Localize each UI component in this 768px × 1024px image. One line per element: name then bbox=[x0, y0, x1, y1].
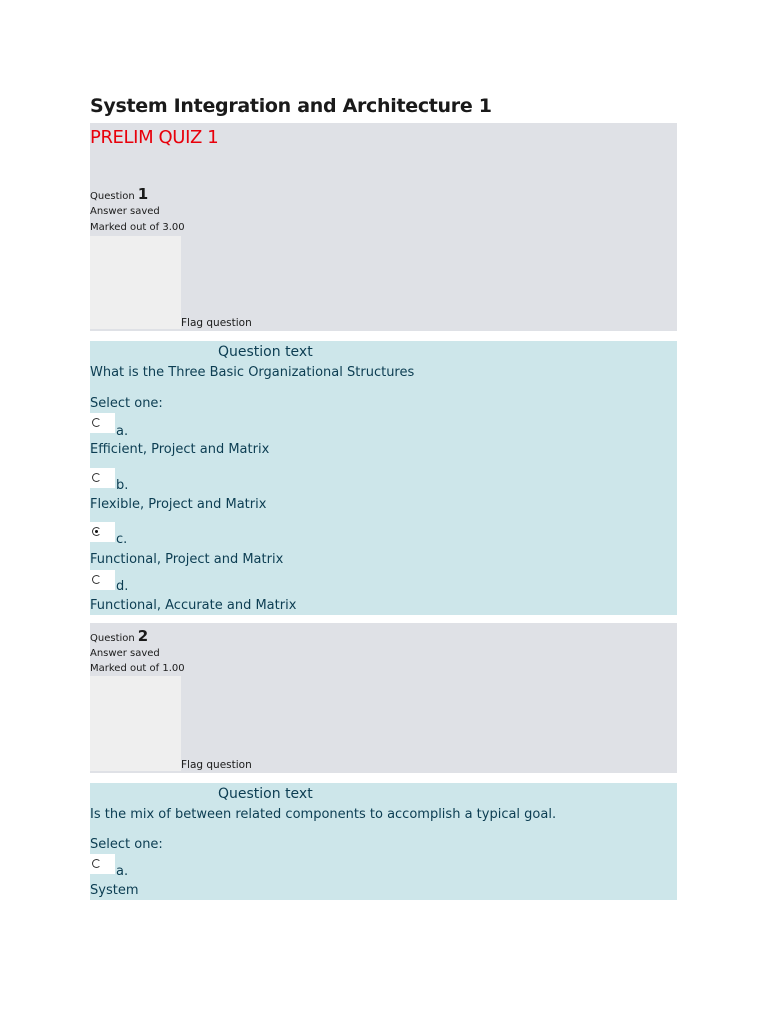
question-2-info bbox=[90, 623, 677, 773]
option-text[interactable]: Efficient, Project and Matrix bbox=[90, 442, 270, 457]
question-label: Question bbox=[90, 633, 135, 644]
question-text-header: Question text bbox=[218, 344, 313, 360]
question-number-value: 1 bbox=[137, 185, 149, 203]
question-number bbox=[90, 627, 148, 645]
option-letter: a. bbox=[116, 864, 129, 879]
question-number-value: 2 bbox=[137, 627, 149, 645]
question-marks: Marked out of 3.00 bbox=[90, 222, 185, 233]
question-status: Answer saved bbox=[90, 206, 160, 217]
option-text[interactable]: System bbox=[90, 883, 139, 898]
option-letter: a. bbox=[116, 424, 129, 439]
option-text[interactable]: Flexible, Project and Matrix bbox=[90, 497, 267, 512]
option-letter: b. bbox=[116, 478, 129, 493]
flag-question-label[interactable]: Flag question bbox=[181, 759, 252, 771]
page-title: System Integration and Architecture 1 bbox=[90, 95, 492, 117]
question-1-content bbox=[90, 341, 677, 615]
option-letter: c. bbox=[116, 532, 128, 547]
question-text: Is the mix of between related components to accomplish a typical goal. bbox=[90, 807, 557, 822]
question-text-header: Question text bbox=[218, 786, 313, 802]
radio-option-a[interactable] bbox=[92, 859, 101, 868]
select-one-label: Select one: bbox=[90, 837, 163, 852]
question-text: What is the Three Basic Organizational Structures bbox=[90, 365, 415, 380]
radio-option-d[interactable] bbox=[92, 575, 101, 584]
flag-question-label[interactable]: Flag question bbox=[181, 317, 252, 329]
radio-option-c[interactable] bbox=[92, 527, 101, 536]
flag-question-toggle[interactable] bbox=[90, 676, 181, 771]
question-1-info bbox=[90, 123, 677, 331]
option-text[interactable]: Functional, Project and Matrix bbox=[90, 552, 284, 567]
option-letter: d. bbox=[116, 579, 129, 594]
option-text[interactable]: Functional, Accurate and Matrix bbox=[90, 598, 297, 613]
question-2-content bbox=[90, 783, 677, 900]
question-marks: Marked out of 1.00 bbox=[90, 663, 185, 674]
question-label: Question bbox=[90, 191, 135, 202]
quiz-name: PRELIM QUIZ 1 bbox=[90, 127, 219, 148]
radio-option-a[interactable] bbox=[92, 418, 101, 427]
select-one-label: Select one: bbox=[90, 396, 163, 411]
radio-option-b[interactable] bbox=[92, 473, 101, 482]
flag-question-toggle[interactable] bbox=[90, 236, 181, 329]
question-status: Answer saved bbox=[90, 648, 160, 659]
question-number bbox=[90, 185, 148, 203]
